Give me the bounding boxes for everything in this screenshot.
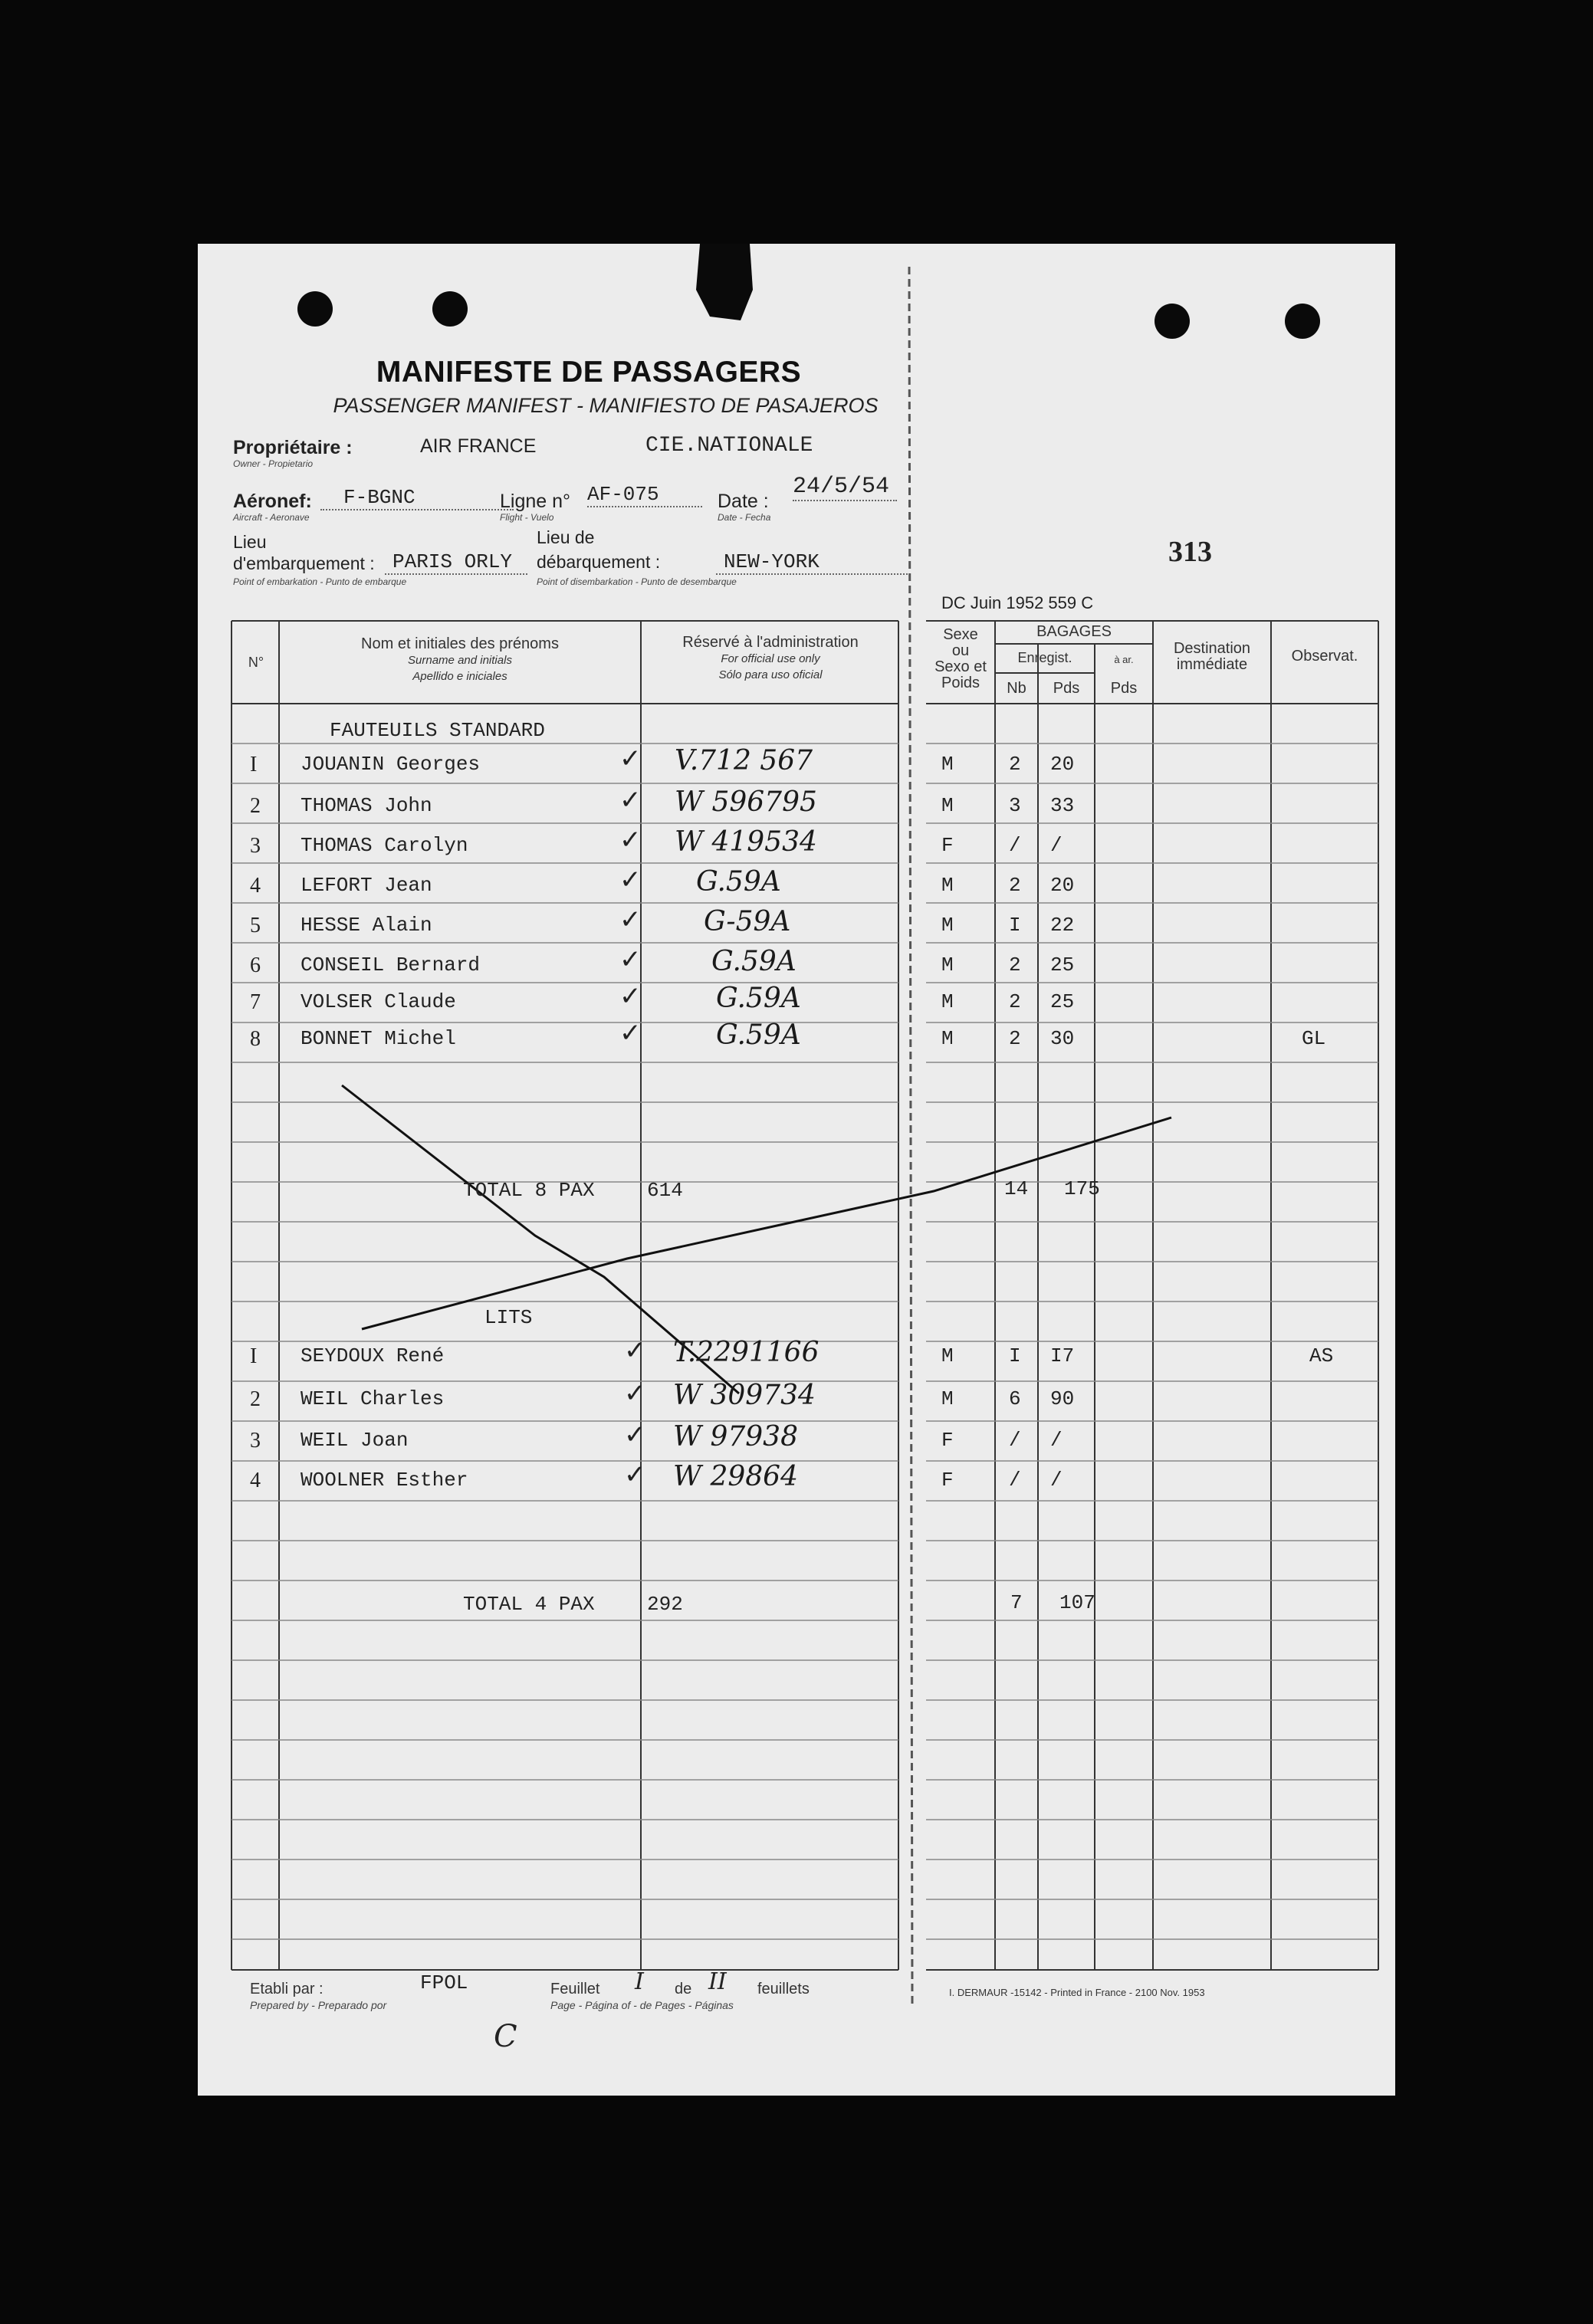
table-row — [198, 904, 1380, 943]
disembark-label-line2: débarquement : — [537, 552, 661, 572]
form-code: DC Juin 1952 559 C — [941, 593, 1094, 612]
column-header-name-label: Nom et initiales des prénoms — [361, 635, 559, 652]
table-row — [198, 785, 1380, 823]
sex: M — [941, 753, 954, 776]
baggage-weight: 25 — [1050, 990, 1075, 1013]
baggage-weight: / — [1050, 1429, 1063, 1452]
date-label: Date : — [718, 491, 769, 512]
baggage-weight: 20 — [1050, 874, 1075, 897]
check-mark: ✓ — [619, 981, 642, 1012]
baggage-weight: / — [1050, 1469, 1063, 1492]
section-1-total-weight: 614 — [647, 1179, 683, 1202]
section-heading-standard-seats: FAUTEUILS STANDARD — [330, 719, 545, 742]
baggage-count: 6 — [1009, 1387, 1021, 1410]
printer-imprint: I. DERMAUR -15142 - Printed in France - 2100 Nov. 1953 — [949, 1987, 1205, 1998]
sheet-value: I — [635, 1968, 644, 1995]
flight-line-value: AF-075 — [587, 483, 702, 507]
section-2-rows — [198, 1335, 1395, 1512]
sheet-sublabel: Page - Página of - de Pages - Páginas — [550, 1999, 734, 2011]
section-1-total-label: TOTAL 8 PAX — [463, 1179, 595, 1202]
passenger-name: SEYDOUX René — [301, 1344, 445, 1367]
ticket-number: W 419534 — [675, 826, 817, 858]
manifest-sheet — [198, 244, 1395, 2096]
row-number: 5 — [250, 914, 261, 937]
baggage-weight: 20 — [1050, 753, 1075, 776]
form-title: MANIFESTE DE PASSAGERS — [376, 356, 802, 389]
column-header-sex-2: ou — [951, 642, 970, 659]
sex: M — [941, 990, 954, 1013]
passenger-name: WOOLNER Esther — [301, 1469, 468, 1492]
column-header-destination — [1156, 641, 1268, 673]
check-mark: ✓ — [619, 904, 642, 935]
section-2-total-baggage-count: 7 — [1010, 1591, 1023, 1614]
check-mark: ✓ — [624, 1420, 646, 1450]
row-number: 2 — [250, 1387, 261, 1411]
ticket-number: W 29864 — [673, 1461, 798, 1492]
baggage-count: 2 — [1009, 753, 1021, 776]
column-header-admin-label: Réservé à l'administration — [682, 634, 859, 651]
table-row — [198, 825, 1380, 863]
passenger-name: VOLSER Claude — [301, 990, 456, 1013]
column-header-admin-sub2: Sólo para uso oficial — [718, 668, 823, 681]
column-header-name-sub1: Surname and initials — [408, 654, 512, 667]
row-number: 4 — [250, 1469, 261, 1492]
observation: AS — [1309, 1344, 1334, 1367]
check-mark: ✓ — [624, 1378, 646, 1409]
row-number: 6 — [250, 954, 261, 977]
column-header-sex — [926, 627, 995, 691]
check-mark: ✓ — [619, 825, 642, 855]
check-mark: ✓ — [619, 865, 642, 895]
baggage-weight: / — [1050, 834, 1063, 857]
ticket-number: V.712 567 — [675, 745, 813, 776]
sheets-label: feuillets — [757, 1981, 810, 1997]
passenger-name: WEIL Charles — [301, 1387, 445, 1410]
ticket-number: G.59A — [696, 866, 781, 898]
column-header-number: N° — [248, 655, 264, 670]
embark-sublabel: Point of embarkation - Punto de embarque — [233, 576, 407, 587]
sex: F — [941, 1469, 954, 1492]
passenger-name: WEIL Joan — [301, 1429, 409, 1452]
column-header-baggage: BAGAGES — [1036, 623, 1112, 640]
baggage-count: I — [1009, 914, 1021, 937]
embark-value: PARIS ORLY — [385, 550, 527, 575]
baggage-count: / — [1009, 1429, 1021, 1452]
passenger-name: JOUANIN Georges — [301, 753, 481, 776]
column-header-name-sub2: Apellido e iniciales — [412, 670, 507, 683]
date-sublabel: Date - Fecha — [718, 512, 771, 523]
column-header-sex-4: Poids — [941, 675, 980, 691]
table-row — [198, 981, 1380, 1019]
table-row — [198, 944, 1380, 983]
form-subtitle: PASSENGER MANIFEST - MANIFIESTO DE PASAJEROS — [333, 394, 879, 417]
disembark-sublabel: Point of disembarkation - Punto de desembarque — [537, 576, 737, 587]
aircraft-label: Aéronef: — [233, 491, 312, 512]
baggage-count: I — [1009, 1344, 1021, 1367]
ticket-number: G-59A — [704, 906, 791, 937]
sex: F — [941, 1429, 954, 1452]
ticket-number: G.59A — [716, 1019, 801, 1051]
ticket-number: W 596795 — [675, 786, 817, 818]
check-mark: ✓ — [619, 1018, 642, 1049]
disembark-label-line1: Lieu de — [537, 527, 595, 547]
table-row — [198, 1420, 1380, 1458]
disembark-value: NEW-YORK — [716, 550, 908, 575]
baggage-count: 2 — [1009, 990, 1021, 1013]
passenger-name: LEFORT Jean — [301, 874, 432, 897]
row-number: 8 — [250, 1027, 261, 1051]
owner-sublabel: Owner - Propietario — [233, 458, 314, 469]
table-row — [198, 1459, 1380, 1498]
baggage-count: 2 — [1009, 1027, 1021, 1050]
embark-label-line2: d'embarquement : — [233, 553, 375, 573]
table-row — [198, 865, 1380, 903]
sheet-total-value: II — [708, 1968, 727, 1995]
row-number: 3 — [250, 1429, 261, 1452]
column-header-sex-1: Sexe — [943, 626, 978, 643]
column-header-hand-pds: Pds — [1110, 680, 1138, 697]
column-header-sex-3: Sexo et — [934, 658, 987, 675]
passenger-name: BONNET Michel — [301, 1027, 456, 1050]
owner-label: Propriétaire : — [233, 437, 353, 458]
section-1-total-baggage-weight: 175 — [1064, 1177, 1100, 1200]
check-mark: ✓ — [619, 944, 642, 975]
ticket-number: G.59A — [711, 946, 796, 977]
baggage-count: / — [1009, 834, 1021, 857]
aircraft-sublabel: Aircraft - Aeronave — [233, 512, 310, 523]
column-header-admin — [644, 635, 897, 683]
column-header-pds: Pds — [1053, 680, 1080, 697]
table-row — [198, 1018, 1380, 1056]
owner-value: AIR FRANCE — [420, 435, 537, 457]
check-mark: ✓ — [619, 785, 642, 816]
baggage-weight: 30 — [1050, 1027, 1075, 1050]
table-row — [198, 1378, 1380, 1416]
embark-label-line1: Lieu — [233, 532, 267, 552]
baggage-count: 2 — [1009, 874, 1021, 897]
baggage-weight: 90 — [1050, 1387, 1075, 1410]
passenger-name: CONSEIL Bernard — [301, 954, 481, 977]
sex: M — [941, 1387, 954, 1410]
section-1-total-baggage-count: 14 — [1004, 1177, 1029, 1200]
check-mark: ✓ — [624, 1335, 646, 1366]
row-number: 3 — [250, 834, 261, 858]
table-row — [198, 1335, 1380, 1374]
passenger-name: THOMAS Carolyn — [301, 834, 468, 857]
flight-line-label: Ligne n° — [500, 491, 571, 512]
ticket-number: G.59A — [716, 983, 801, 1014]
column-header-destination-1: Destination — [1173, 640, 1251, 657]
page-number: 313 — [1168, 536, 1212, 568]
prepared-by-sublabel: Prepared by - Preparado por — [250, 1999, 387, 2011]
sex: M — [941, 874, 954, 897]
section-2-total-baggage-weight: 107 — [1059, 1591, 1095, 1614]
observation: GL — [1302, 1027, 1326, 1050]
sex: M — [941, 954, 954, 977]
table-row — [198, 743, 1380, 782]
baggage-weight: 33 — [1050, 794, 1075, 817]
column-header-admin-sub1: For official use only — [721, 652, 820, 665]
ticket-number: W 97938 — [673, 1421, 798, 1452]
column-header-destination-2: immédiate — [1176, 656, 1248, 673]
ticket-number: W 309734 — [673, 1380, 816, 1411]
prepared-by-value: FPOL — [420, 1971, 468, 1994]
sex: M — [941, 914, 954, 937]
sheet-of-label: de — [675, 1981, 692, 1997]
section-2-total-label: TOTAL 4 PAX — [463, 1593, 595, 1616]
row-number: 7 — [250, 990, 261, 1014]
column-header-nb: Nb — [1007, 680, 1026, 697]
baggage-count: 3 — [1009, 794, 1021, 817]
aircraft-value: F-BGNC — [320, 486, 514, 510]
ticket-number: T.2291166 — [673, 1337, 819, 1368]
column-header-hand-baggage: à ar. — [1114, 654, 1134, 665]
check-mark: ✓ — [619, 743, 642, 774]
column-header-name — [282, 636, 638, 684]
column-header-registered: Enregist. — [1017, 650, 1072, 665]
row-number: 4 — [250, 874, 261, 898]
row-number: 2 — [250, 794, 261, 818]
row-number: I — [250, 1344, 258, 1368]
sex: M — [941, 794, 954, 817]
table-grid — [198, 244, 1395, 2096]
section-heading-berths: LITS — [484, 1306, 533, 1329]
prepared-by-label: Etabli par : — [250, 1981, 324, 1997]
passenger-name: THOMAS John — [301, 794, 432, 817]
passenger-name: HESSE Alain — [301, 914, 432, 937]
baggage-weight: 22 — [1050, 914, 1075, 937]
check-mark: ✓ — [624, 1459, 646, 1490]
baggage-weight: 25 — [1050, 954, 1075, 977]
company-value: CIE.NATIONALE — [645, 434, 813, 458]
sheet-label: Feuillet — [550, 1981, 600, 1997]
baggage-weight: I7 — [1050, 1344, 1075, 1367]
sex: M — [941, 1027, 954, 1050]
baggage-count: 2 — [1009, 954, 1021, 977]
section-2-total-weight: 292 — [647, 1593, 683, 1616]
sex: M — [941, 1344, 954, 1367]
column-header-observations: Observat. — [1291, 648, 1358, 665]
row-number: I — [250, 753, 258, 776]
section-1-rows — [198, 743, 1395, 1065]
flight-line-sublabel: Flight - Vuelo — [500, 512, 554, 523]
date-value: 24/5/54 — [793, 474, 897, 501]
handwritten-mark: C — [494, 2019, 517, 2054]
baggage-count: / — [1009, 1469, 1021, 1492]
sex: F — [941, 834, 954, 857]
